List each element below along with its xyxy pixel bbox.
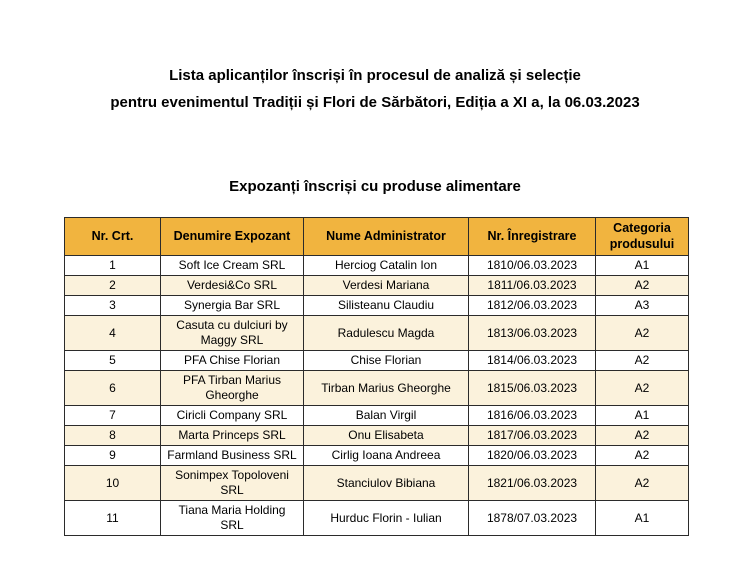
table-cell: Chise Florian [304,351,469,371]
table-cell: Casuta cu dulciuri by Maggy SRL [161,316,304,351]
table-cell: A2 [596,446,689,466]
table-row [65,256,689,276]
table-cell: 11 [65,501,161,536]
table-row [65,371,689,406]
table-cell: Hurduc Florin - Iulian [304,501,469,536]
table-cell: A2 [596,426,689,446]
table-cell: Synergia Bar SRL [161,296,304,316]
table-cell: 1814/06.03.2023 [469,351,596,371]
table-header-row [65,218,689,256]
table-cell: 5 [65,351,161,371]
table-cell: Sonimpex Topoloveni SRL [161,466,304,501]
table-row [65,446,689,466]
document-title-line2: pentru evenimentul Tradiții și Flori de Sărbători, Ediția a XI a, la 06.03.2023 [110,94,640,111]
table-cell: 1812/06.03.2023 [469,296,596,316]
column-header: Categoria produsului [596,218,689,256]
table-cell: Silisteanu Claudiu [304,296,469,316]
table-cell: 6 [65,371,161,406]
section-title: Expozanți înscriși cu produse alimentare [229,178,521,195]
table-cell: Cirlig Ioana Andreea [304,446,469,466]
table-cell: Tiana Maria Holding SRL [161,501,304,536]
table-cell: Ciricli Company SRL [161,406,304,426]
table-cell: Stanciulov Bibiana [304,466,469,501]
column-header: Denumire Expozant [161,218,304,256]
table-cell: Radulescu Magda [304,316,469,351]
table-row [65,296,689,316]
column-header: Nume Administrator [304,218,469,256]
table-cell: 1821/06.03.2023 [469,466,596,501]
table-cell: Herciog Catalin Ion [304,256,469,276]
table-cell: A1 [596,406,689,426]
table-cell: Farmland Business SRL [161,446,304,466]
table-cell: Soft Ice Cream SRL [161,256,304,276]
table-cell: Onu Elisabeta [304,426,469,446]
table-row [65,316,689,351]
table-cell: A1 [596,501,689,536]
table-row [65,351,689,371]
table-cell: 1813/06.03.2023 [469,316,596,351]
table-cell: 4 [65,316,161,351]
table-cell: A2 [596,351,689,371]
table-cell: PFA Chise Florian [161,351,304,371]
table-cell: 2 [65,276,161,296]
table-row [65,501,689,536]
column-header: Nr. Crt. [65,218,161,256]
table-cell: 3 [65,296,161,316]
table-cell: 7 [65,406,161,426]
table-row [65,276,689,296]
table-cell: 8 [65,426,161,446]
table-cell: Marta Princeps SRL [161,426,304,446]
applicants-table [64,217,689,536]
document-page [0,62,750,562]
document-title-line1: Lista aplicanților înscriși în procesul de analiză și selecție [169,67,581,84]
table-cell: A2 [596,316,689,351]
table-cell: 1815/06.03.2023 [469,371,596,406]
table-cell: A2 [596,276,689,296]
table-row [65,406,689,426]
table-cell: 1820/06.03.2023 [469,446,596,466]
table-cell: 1817/06.03.2023 [469,426,596,446]
table-cell: A2 [596,466,689,501]
table-cell: 1810/06.03.2023 [469,256,596,276]
table-cell: A3 [596,296,689,316]
table-cell: A1 [596,256,689,276]
table-cell: 1811/06.03.2023 [469,276,596,296]
table-cell: 9 [65,446,161,466]
table-cell: Verdesi&Co SRL [161,276,304,296]
table-cell: 1878/07.03.2023 [469,501,596,536]
table-row [65,466,689,501]
table-cell: 1816/06.03.2023 [469,406,596,426]
document-title [0,62,750,116]
table-row [65,426,689,446]
table-cell: Verdesi Mariana [304,276,469,296]
table-cell: 1 [65,256,161,276]
table-cell: Balan Virgil [304,406,469,426]
table-cell: 10 [65,466,161,501]
table-cell: PFA Tirban Marius Gheorghe [161,371,304,406]
table-cell: A2 [596,371,689,406]
column-header: Nr. Înregistrare [469,218,596,256]
table-header [65,218,689,256]
table-body [65,256,689,536]
table-cell: Tirban Marius Gheorghe [304,371,469,406]
